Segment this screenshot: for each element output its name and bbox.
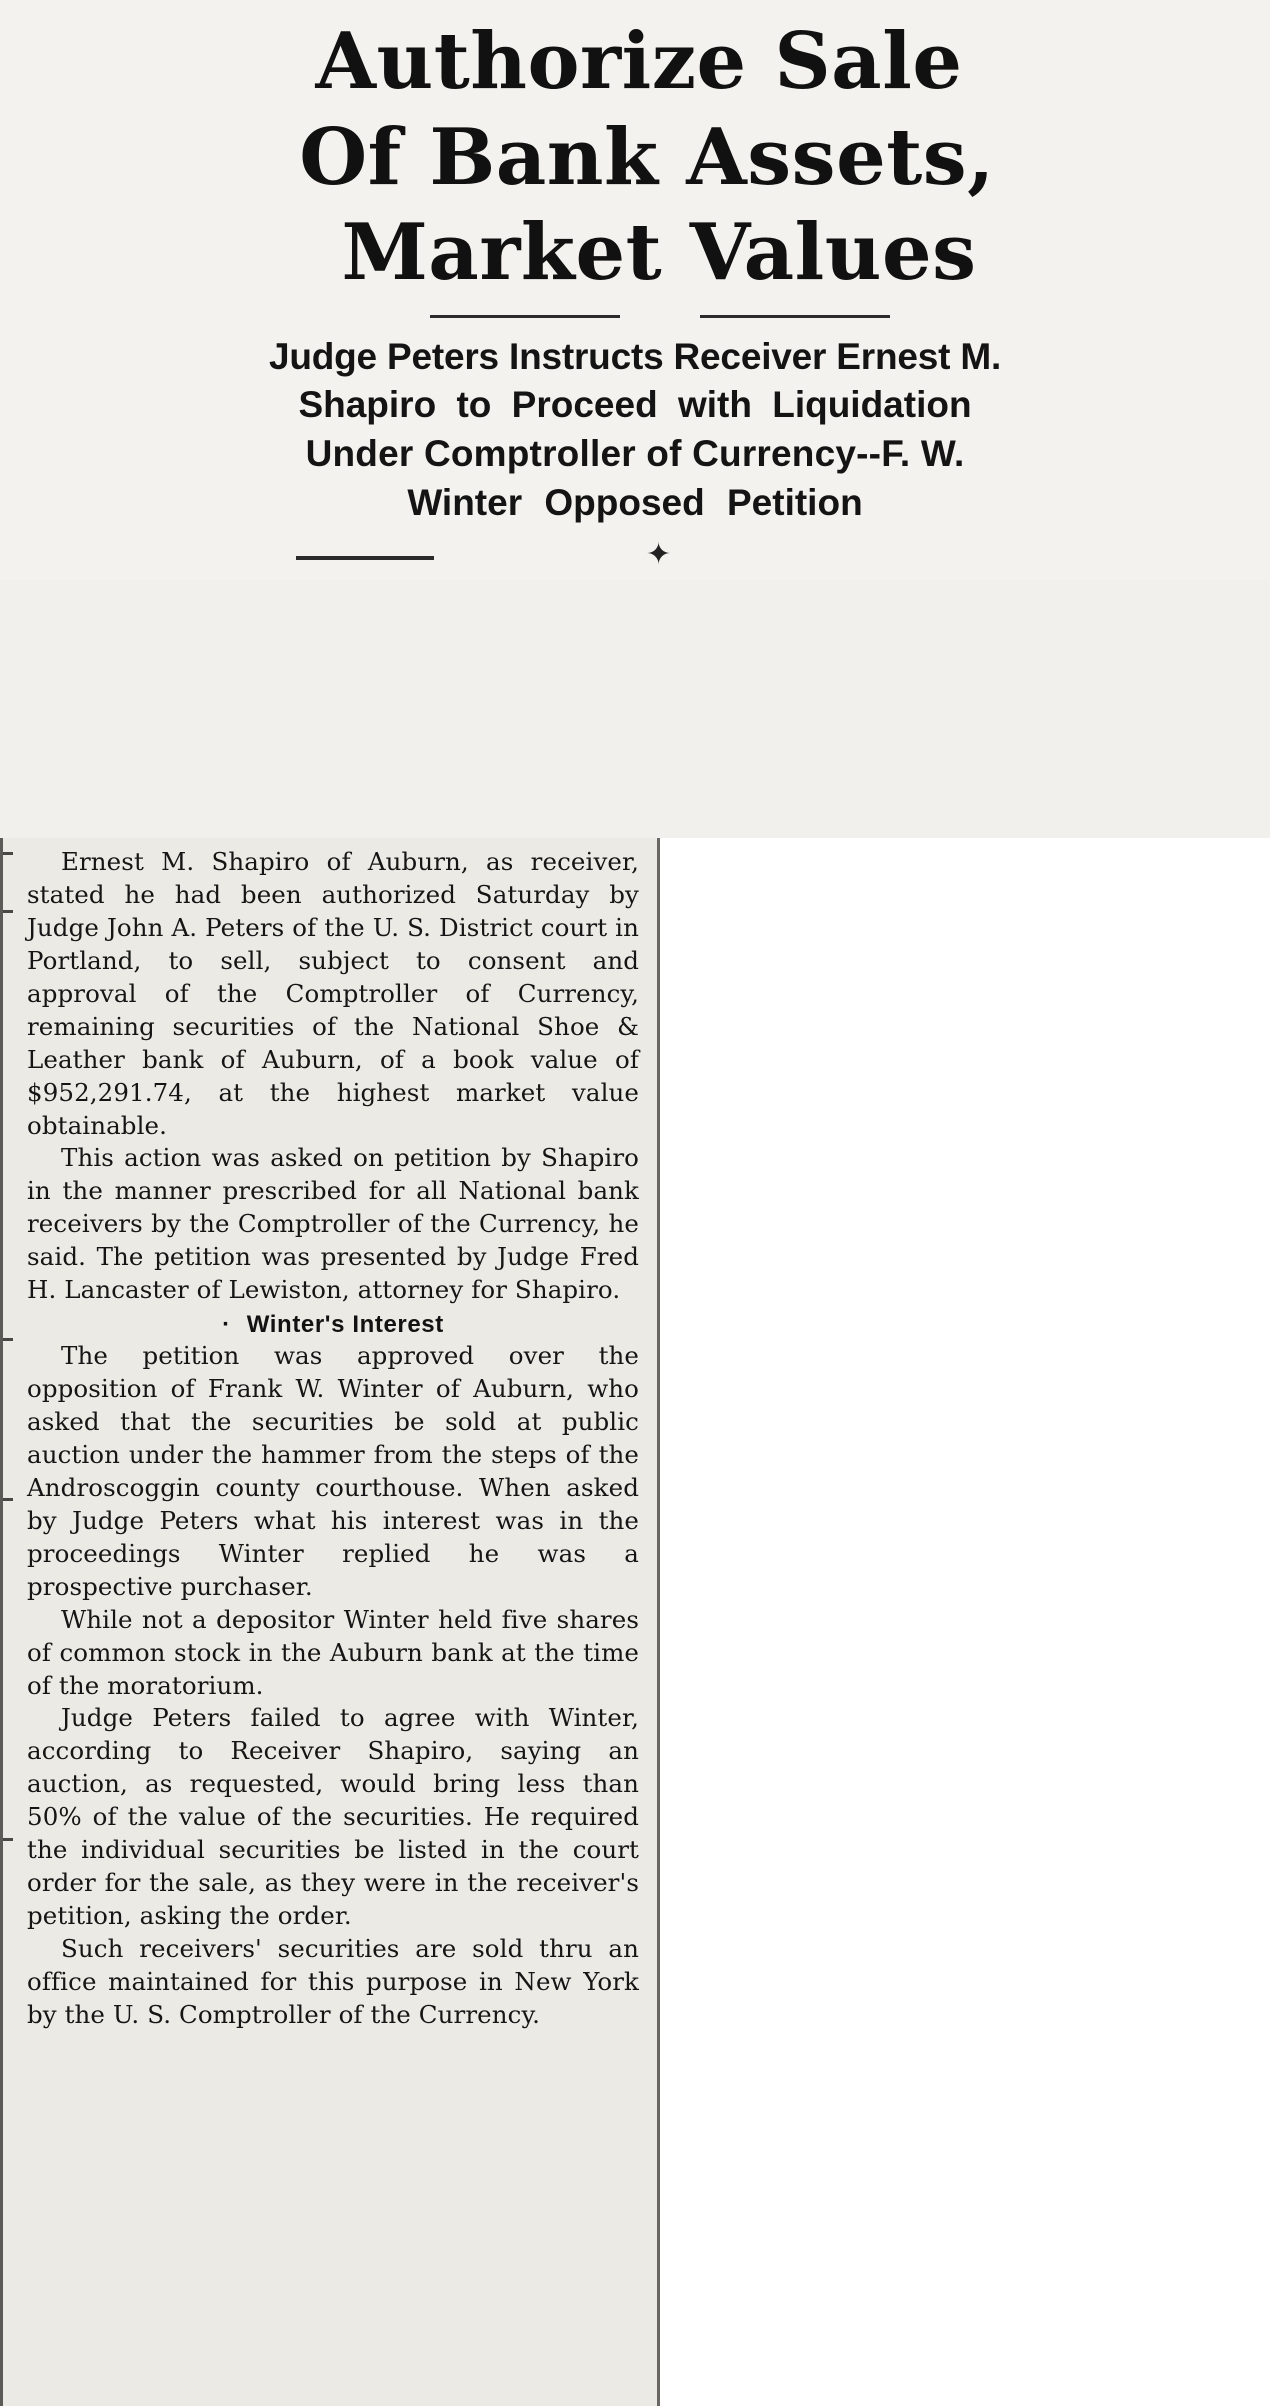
article-column xyxy=(0,838,660,2406)
blank-column-right xyxy=(660,838,1270,2406)
deck-divider xyxy=(0,537,1270,580)
headline-line-2: Of Bank Assets, xyxy=(299,111,995,203)
article-paragraph: Judge Peters failed to agree with Winter, according to Receiver Shapiro, saying an auction, as requested, would bring less than 50% of the value of the securities. He required the individual securities be listed in the court order for the sale, as they were in the receiver's petition, asking the order. xyxy=(27,1703,639,1931)
article-paragraph: This action was asked on petition by Shapiro in the manner prescribed for all National bank receivers by the Comptroller of the Currency, he said. The petition was presented by Judge Fred H. Lancaster of Lewiston, attorney for Shapiro. xyxy=(27,1143,639,1305)
deck-line-1: Judge Peters Instructs Receiver Ernest M. xyxy=(268,335,1002,377)
divider-rule-right xyxy=(700,315,890,318)
headline-line-1: Authorize Sale xyxy=(315,16,963,107)
article-paragraph: Ernest M. Shapiro of Auburn, as receiver, stated he had been authorized Saturday by Judge John A. Peters of the U. S. District court in Portland, to sell, subject to consent and approval of the Comptroller of Currency, remaining securities of the National Shoe & Leather bank of Auburn, of a book value of $952,291.74, at the highest market value obtainable. xyxy=(27,847,639,1140)
headline-block xyxy=(0,0,1270,580)
divider-rule-left xyxy=(430,315,620,318)
dingbat-icon: ✦ xyxy=(646,537,672,571)
deck-rule xyxy=(296,556,434,560)
headline-line-3: Market Values xyxy=(341,207,977,299)
article-subhead: · Winter's Interest xyxy=(27,1311,639,1339)
article-paragraph: Such receivers' securities are sold thru an office maintained for this purpose in New York by the U. S. Comptroller of the Currency. xyxy=(27,1934,639,2029)
deck-subheadline xyxy=(0,329,1270,528)
deck-line-4: Winter Opposed Petition xyxy=(407,482,863,524)
article-paragraph: While not a depositor Winter held five shares of common stock in the Auburn bank at the time of the moratorium. xyxy=(27,1604,639,1700)
headline-divider xyxy=(0,303,1270,329)
deck-line-2: Shapiro to Proceed with Liquidation xyxy=(298,384,972,426)
deck-line-3: Under Comptroller of Currency--F. W. xyxy=(305,433,965,475)
article-paragraph: The petition was approved over the opposition of Frank W. Winter of Auburn, who asked that the securities be sold at public auction under the hammer from the steps of the Androscoggin county courthouse. When asked by Judge Peters what his interest was in the proceedings Winter replied he was a prospective purchaser. xyxy=(27,1341,639,1601)
